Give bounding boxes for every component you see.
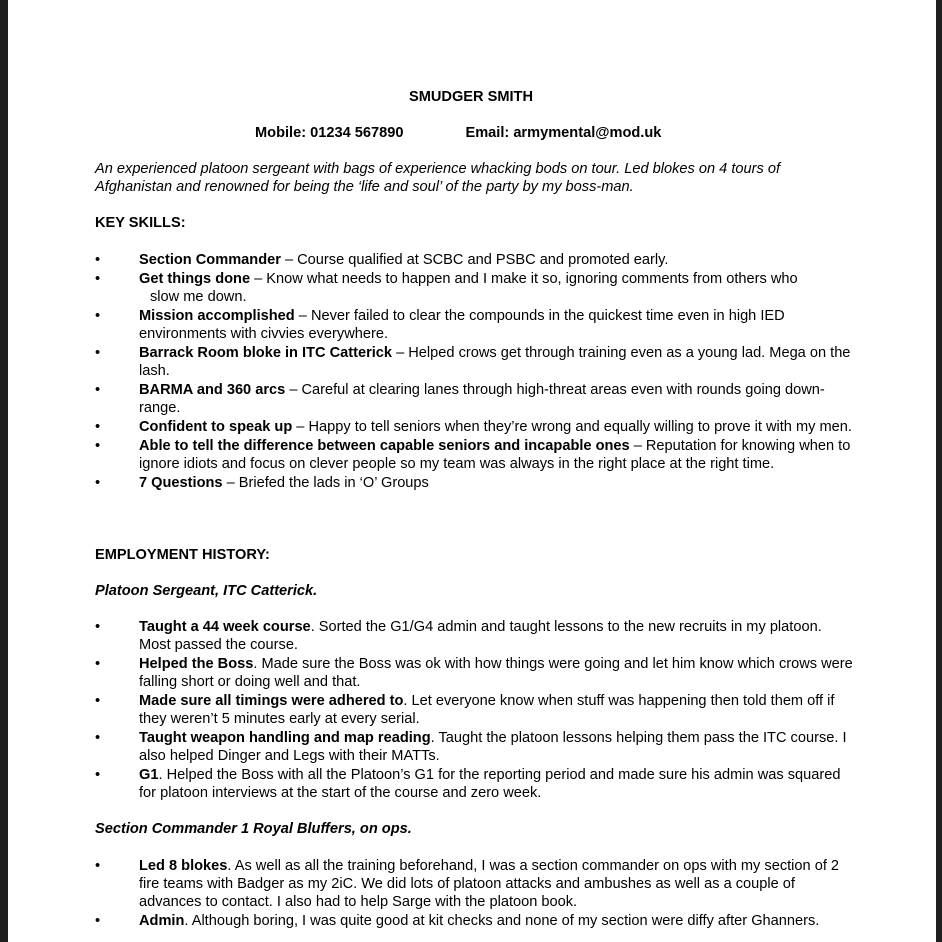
bullet-icon: • bbox=[95, 345, 101, 361]
job-duties-list bbox=[95, 618, 855, 803]
bullet-icon: • bbox=[95, 252, 101, 268]
bullet-icon: • bbox=[95, 419, 101, 435]
list-item: • G1. Helped the Boss with all the Platoon’s G1 for the reporting period and made sure his admin was squared for platoon interviews at the start of the course and zero week. bbox=[95, 767, 841, 801]
list-item: • Barrack Room bloke in ITC Catterick – Helped crows get through training even as a young lad. Mega on the lash. bbox=[95, 345, 851, 379]
key-skills-list bbox=[95, 251, 855, 493]
bullet-icon: • bbox=[95, 382, 101, 398]
bullet-icon: • bbox=[95, 438, 101, 454]
list-item: • Mission accomplished – Never failed to clear the compounds in the quickest time even in high IED environments with civvies everywhere. bbox=[95, 308, 785, 342]
bullet-icon: • bbox=[95, 858, 101, 874]
mobile-number: Mobile: 01234 567890 bbox=[255, 125, 404, 141]
bullet-icon: • bbox=[95, 693, 101, 709]
viewer-left-edge bbox=[0, 0, 8, 942]
viewer-right-edge bbox=[936, 0, 942, 942]
list-item: • Made sure all timings were adhered to. Let everyone know when stuff was happening then told them off if they weren’t 5 minutes early at every serial. bbox=[95, 693, 835, 727]
bullet-icon: • bbox=[95, 308, 101, 324]
bullet-icon: • bbox=[95, 656, 101, 672]
list-item: • Helped the Boss. Made sure the Boss was ok with how things were going and let him know which crows were falling short or doing well and that. bbox=[95, 656, 853, 690]
list-item: • Admin. Although boring, I was quite good at kit checks and none of my section were diffy after Ghanners. bbox=[95, 913, 820, 929]
list-item: • Get things done – Know what needs to happen and I make it so, ignoring comments from others who slow me down. bbox=[95, 271, 798, 305]
bullet-icon: • bbox=[95, 475, 101, 491]
list-item: • 7 Questions – Briefed the lads in ‘O’ Groups bbox=[95, 475, 429, 491]
contact-line bbox=[255, 124, 661, 142]
job-title: Section Commander 1 Royal Bluffers, on ops. bbox=[95, 821, 412, 837]
list-item: • Confident to speak up – Happy to tell seniors when they’re wrong and equally willing to prove it with my men. bbox=[95, 419, 852, 435]
bullet-icon: • bbox=[95, 913, 101, 929]
key-skills-heading: KEY SKILLS: bbox=[95, 215, 186, 231]
list-item: • Taught a 44 week course. Sorted the G1/G4 admin and taught lessons to the new recruits in my platoon. Most passed the course. bbox=[95, 619, 822, 653]
list-item: • BARMA and 360 arcs – Careful at clearing lanes through high-threat areas even with rounds going down-range. bbox=[95, 382, 825, 416]
job-duties-list bbox=[95, 857, 855, 931]
list-item: • Taught weapon handling and map reading. Taught the platoon lessons helping them pass the ITC course. I also helped Dinger and Legs with their MATTs. bbox=[95, 730, 847, 764]
summary-paragraph: An experienced platoon sergeant with bags of experience whacking bods on tour. Led blokes on 4 tours of Afghanistan and renowned for being the ‘life and soul’ of the party by my boss-man. bbox=[95, 161, 781, 195]
cv-name: SMUDGER SMITH bbox=[408, 89, 534, 105]
bullet-icon: • bbox=[95, 730, 101, 746]
employment-heading: EMPLOYMENT HISTORY: bbox=[95, 547, 270, 563]
email-address: Email: armymental@mod.uk bbox=[465, 125, 662, 141]
list-item: • Led 8 blokes. As well as all the training beforehand, I was a section commander on ops with my section of 2 fire teams with Badger as my 2iC. We did lots of platoon attacks and ambushes as well as a couple of advances to contact. I also had to help Sarge with the platoon book. bbox=[95, 858, 840, 910]
bullet-icon: • bbox=[95, 619, 101, 635]
list-item: • Able to tell the difference between capable seniors and incapable ones – Reputation for knowing when to ignore idiots and focus on clever people so my team was always in the right place at the right time. bbox=[95, 438, 851, 472]
bullet-icon: • bbox=[95, 767, 101, 783]
bullet-icon: • bbox=[95, 271, 101, 287]
job-title: Platoon Sergeant, ITC Catterick. bbox=[95, 583, 318, 599]
list-item: • Section Commander – Course qualified at SCBC and PSBC and promoted early. bbox=[95, 252, 669, 268]
